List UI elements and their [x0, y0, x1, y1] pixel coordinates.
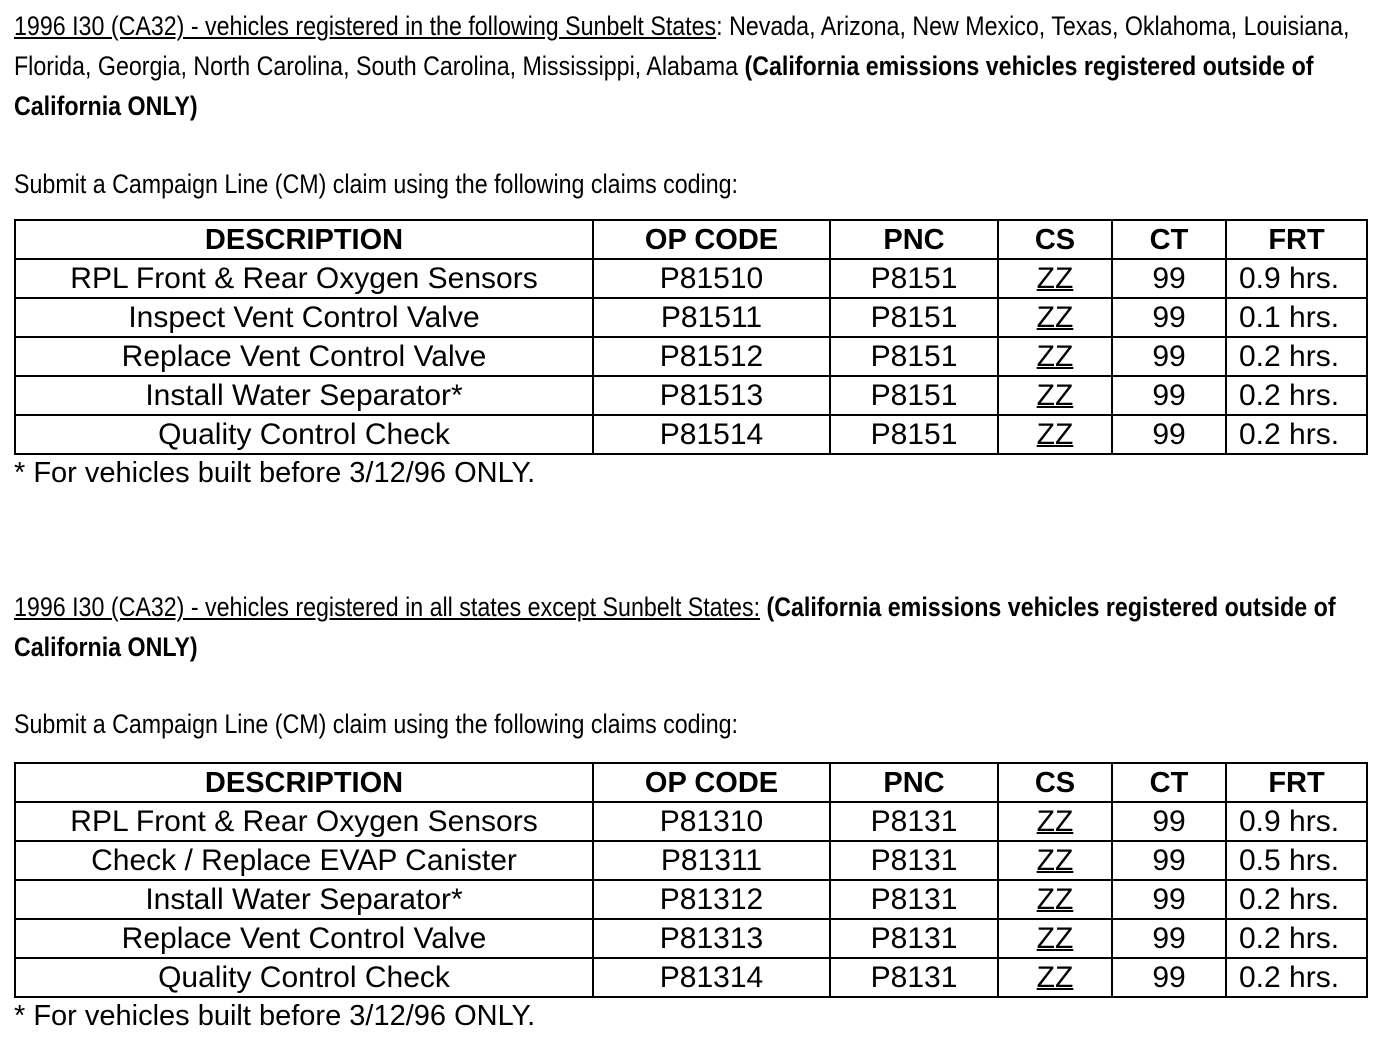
- cell-pnc: P8131: [830, 841, 998, 880]
- cell-cs: ZZ: [998, 841, 1112, 880]
- cell-pnc: P8131: [830, 880, 998, 919]
- cell-frt: 0.5 hrs.: [1226, 841, 1367, 880]
- cell-cs: ZZ: [998, 802, 1112, 841]
- cell-ct: 99: [1112, 376, 1226, 415]
- table-row: [15, 298, 1367, 337]
- cell-ct: 99: [1112, 880, 1226, 919]
- cell-op-code: P81311: [593, 841, 830, 880]
- header-cs: CS: [998, 763, 1112, 802]
- header-frt: FRT: [1226, 763, 1367, 802]
- cell-description: RPL Front & Rear Oxygen Sensors: [15, 802, 593, 841]
- table-row: [15, 841, 1367, 880]
- cell-frt: 0.2 hrs.: [1226, 415, 1367, 454]
- sunbelt-heading-note: (California emissions vehicles registered outside of California ONLY): [14, 51, 1314, 121]
- cell-op-code: P81514: [593, 415, 830, 454]
- cell-cs: ZZ: [998, 919, 1112, 958]
- header-frt: FRT: [1226, 220, 1367, 259]
- cell-description: Quality Control Check: [15, 415, 593, 454]
- cell-frt: 0.2 hrs.: [1226, 880, 1367, 919]
- cell-cs: ZZ: [998, 376, 1112, 415]
- cell-pnc: P8151: [830, 337, 998, 376]
- cell-ct: 99: [1112, 919, 1226, 958]
- cell-pnc: P8151: [830, 376, 998, 415]
- cell-description: Replace Vent Control Valve: [15, 919, 593, 958]
- non-sunbelt-footnote: * For vehicles built before 3/12/96 ONLY.: [14, 1000, 536, 1032]
- cell-cs: ZZ: [998, 259, 1112, 298]
- sunbelt-instruction: Submit a Campaign Line (CM) claim using the following claims coding:: [14, 169, 739, 199]
- cell-pnc: P8151: [830, 298, 998, 337]
- sunbelt-claims-table: [14, 219, 1368, 455]
- cell-cs: ZZ: [998, 298, 1112, 337]
- cell-op-code: P81512: [593, 337, 830, 376]
- cell-pnc: P8151: [830, 259, 998, 298]
- non-sunbelt-heading-note: (California emissions vehicles registered outside of California ONLY): [14, 592, 1336, 662]
- table-row: [15, 337, 1367, 376]
- cell-cs: ZZ: [998, 880, 1112, 919]
- table-row: [15, 415, 1367, 454]
- non-sunbelt-claims-table: [14, 762, 1368, 998]
- cell-description: Inspect Vent Control Valve: [15, 298, 593, 337]
- cell-op-code: P81310: [593, 802, 830, 841]
- cell-op-code: P81513: [593, 376, 830, 415]
- cell-description: Replace Vent Control Valve: [15, 337, 593, 376]
- cell-ct: 99: [1112, 259, 1226, 298]
- header-description: DESCRIPTION: [15, 220, 593, 259]
- header-pnc: PNC: [830, 220, 998, 259]
- cell-pnc: P8151: [830, 415, 998, 454]
- cell-op-code: P81510: [593, 259, 830, 298]
- table-row: [15, 958, 1367, 997]
- header-pnc: PNC: [830, 763, 998, 802]
- header-cs: CS: [998, 220, 1112, 259]
- cell-pnc: P8131: [830, 958, 998, 997]
- table-row: [15, 919, 1367, 958]
- table-header-row: [15, 220, 1367, 259]
- cell-ct: 99: [1112, 415, 1226, 454]
- cell-frt: 0.2 hrs.: [1226, 919, 1367, 958]
- header-op-code: OP CODE: [593, 763, 830, 802]
- table-row: [15, 802, 1367, 841]
- cell-op-code: P81312: [593, 880, 830, 919]
- cell-op-code: P81314: [593, 958, 830, 997]
- cell-description: Install Water Separator*: [15, 376, 593, 415]
- cell-cs: ZZ: [998, 958, 1112, 997]
- table-header-row: [15, 763, 1367, 802]
- header-description: DESCRIPTION: [15, 763, 593, 802]
- cell-op-code: P81511: [593, 298, 830, 337]
- cell-ct: 99: [1112, 802, 1226, 841]
- non-sunbelt-instruction: Submit a Campaign Line (CM) claim using the following claims coding:: [14, 709, 739, 739]
- cell-description: Check / Replace EVAP Canister: [15, 841, 593, 880]
- cell-frt: 0.9 hrs.: [1226, 802, 1367, 841]
- cell-ct: 99: [1112, 958, 1226, 997]
- cell-ct: 99: [1112, 841, 1226, 880]
- table-row: [15, 880, 1367, 919]
- cell-frt: 0.9 hrs.: [1226, 259, 1367, 298]
- cell-description: RPL Front & Rear Oxygen Sensors: [15, 259, 593, 298]
- non-sunbelt-heading-title: 1996 I30 (CA32) - vehicles registered in all states except Sunbelt States:: [14, 592, 761, 622]
- sunbelt-footnote: * For vehicles built before 3/12/96 ONLY.: [14, 457, 536, 489]
- cell-description: Install Water Separator*: [15, 880, 593, 919]
- non-sunbelt-section: [14, 587, 1374, 1034]
- cell-frt: 0.2 hrs.: [1226, 958, 1367, 997]
- table-row: [15, 259, 1367, 298]
- header-op-code: OP CODE: [593, 220, 830, 259]
- sunbelt-heading-title: 1996 I30 (CA32) - vehicles registered in the following Sunbelt States: [14, 11, 717, 41]
- cell-pnc: P8131: [830, 919, 998, 958]
- sunbelt-heading-states: : Nevada, Arizona, New Mexico, Texas, Oklahoma, Louisiana, Florida, Georgia, North Carolina, South Carolina, Mississippi, Alabama: [14, 11, 1350, 81]
- header-ct: CT: [1112, 763, 1226, 802]
- sunbelt-heading: [14, 6, 1356, 126]
- non-sunbelt-heading: [14, 587, 1356, 667]
- cell-description: Quality Control Check: [15, 958, 593, 997]
- cell-cs: ZZ: [998, 415, 1112, 454]
- table-row: [15, 376, 1367, 415]
- cell-op-code: P81313: [593, 919, 830, 958]
- cell-frt: 0.1 hrs.: [1226, 298, 1367, 337]
- cell-ct: 99: [1112, 337, 1226, 376]
- cell-pnc: P8131: [830, 802, 998, 841]
- cell-ct: 99: [1112, 298, 1226, 337]
- sunbelt-section: [14, 6, 1374, 491]
- cell-frt: 0.2 hrs.: [1226, 376, 1367, 415]
- header-ct: CT: [1112, 220, 1226, 259]
- cell-frt: 0.2 hrs.: [1226, 337, 1367, 376]
- cell-cs: ZZ: [998, 337, 1112, 376]
